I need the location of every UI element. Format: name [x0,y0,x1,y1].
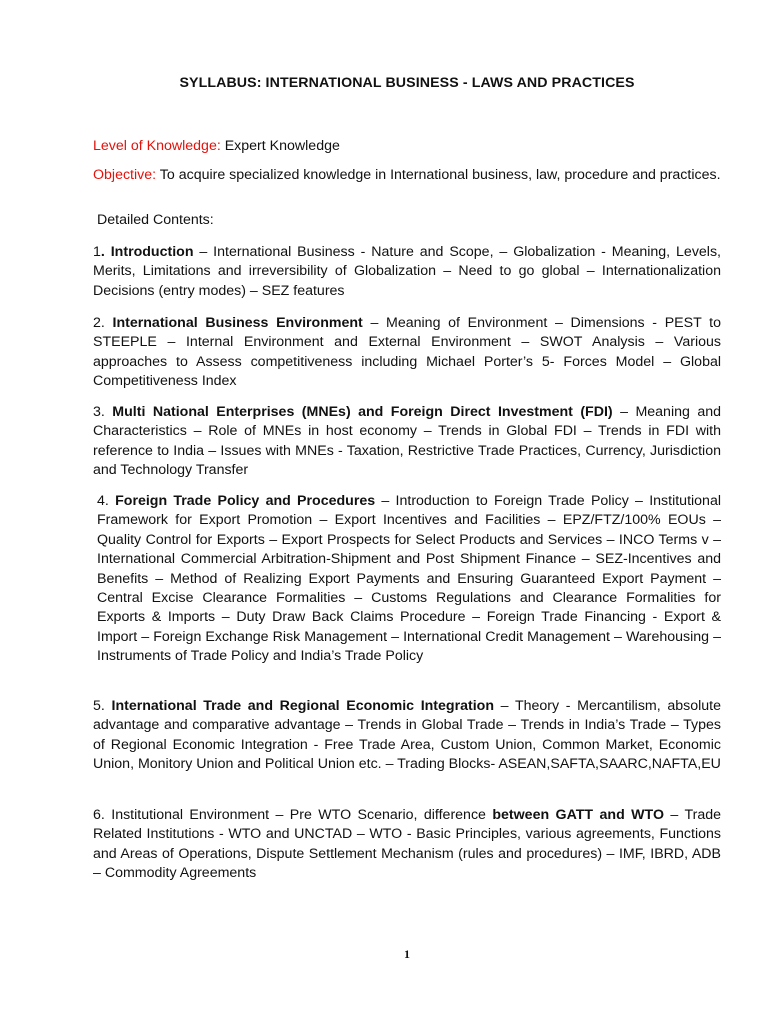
section-1-text: – International Business - Nature and Scope, – Globalization - Meaning, Levels, Merits, Limitations and irreversibility of Globalization – Need to go global – Internationalization Decisions (entry modes) – SEZ features [93,244,721,299]
section-1 [93,243,721,301]
section-6-text: – Trade Related Institutions - WTO and UNCTAD – WTO - Basic Principles, various agreements, Functions and Areas of Operations, Dispute Settlement Mechanism (rules and procedures) – IMF, IBRD, ADB – Commodity Agreements [93,807,721,882]
section-2 [93,314,721,392]
section-5-text: – Theory - Mercantilism, absolute advantage and comparative advantage – Trends in Global Trade – Trends in India’s Trade – Types of Regional Economic Integration - Free Trade Area, Custom Union, Common Market, Economic Union, Monitory Union and Political Union etc. – Trading Blocks- ASEAN,SAFTA,SAARC,NAFTA,EU [93,698,721,773]
section-6-heading: between GATT and WTO [492,807,664,823]
section-5-number: 5. [93,698,112,714]
objective [93,166,721,185]
detailed-contents-heading: Detailed Contents: [97,212,214,228]
section-5 [93,697,721,775]
level-of-knowledge [93,137,721,156]
section-2-text: – Meaning of Environment – Dimensions - PEST to STEEPLE – Internal Environment and External Environment – SWOT Analysis – Various approaches to Assess competitiveness including Michael Porter’s 5- Forces Model – Global Competitiveness Index [93,315,721,390]
section-3-heading: Multi National Enterprises (MNEs) and Foreign Direct Investment (FDI) [112,404,613,420]
page-title: SYLLABUS: INTERNATIONAL BUSINESS - LAWS AND PRACTICES [179,75,635,91]
section-1-number: 1 [93,244,101,260]
objective-label: Objective: [93,167,157,183]
section-3-text: – Meaning and Characteristics – Role of MNEs in host economy – Trends in Global FDI – Trends in FDI with reference to India – Issues with MNEs - Taxation, Restrictive Trade Practices, Currency, Jurisdiction and Technology Transfer [93,404,722,479]
level-value: Expert Knowledge [220,138,340,154]
section-6 [93,806,721,884]
section-1-heading: . Introduction [100,244,194,260]
section-2-heading: International Business Environment [112,315,363,331]
section-3-number: 3. [93,404,113,420]
objective-value: To acquire specialized knowledge in International business, law, procedure and practices. [156,167,721,183]
page-number: 1 [404,947,410,961]
section-6-number: 6. Institutional Environment – Pre WTO Scenario, difference [93,807,493,823]
section-5-heading: International Trade and Regional Economic Integration [111,698,494,714]
section-4-heading: Foreign Trade Policy and Procedures [115,493,376,509]
section-4-text: – Introduction to Foreign Trade Policy – Institutional Framework for Export Promotion – Export Incentives and Facilities – EPZ/FTZ/100% EOUs – Quality Control for Exports – Export Prospects for Select Products and Services – INCO Terms v – International Commercial Arbitration-Shipment and Post Shipment Finance – SEZ-Incentives and Benefits – Method of Realizing Export Payments and Ensuring Guaranteed Export Payment – Central Excise Clearance Formalities – Customs Regulations and Clearance Formalities for Exports & Imports – Duty Draw Back Claims Procedure – Foreign Trade Financing - Export & Import – Foreign Exchange Risk Management – International Credit Management – Warehousing – Instruments of Trade Policy and India’s Trade Policy [97,493,721,665]
section-2-number: 2. [93,315,113,331]
section-3 [93,403,721,481]
section-4-number: 4. [97,493,116,509]
level-label: Level of Knowledge: [93,138,221,154]
section-4 [93,492,721,667]
